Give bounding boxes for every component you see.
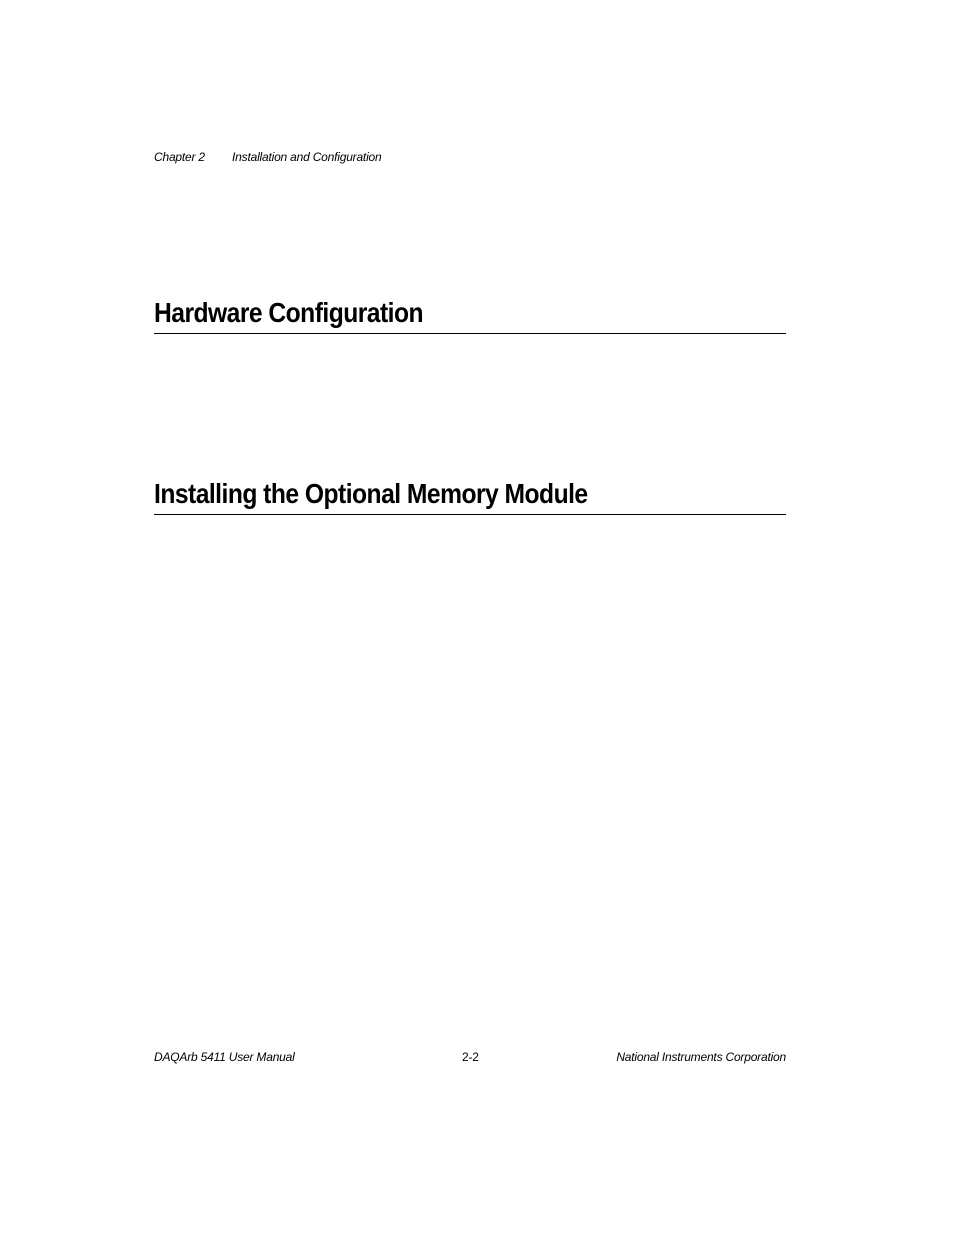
heading-rule: [154, 514, 786, 515]
running-header: [154, 150, 382, 164]
footer-company: National Instruments Corporation: [616, 1050, 786, 1064]
footer-manual-title: DAQArb 5411 User Manual: [154, 1050, 295, 1064]
section-installing-memory-module: [154, 478, 786, 515]
section-hardware-configuration: [154, 297, 786, 334]
section-heading: Installing the Optional Memory Module: [154, 478, 588, 509]
heading-rule: [154, 333, 786, 334]
chapter-label: Chapter 2: [154, 150, 205, 164]
footer-page-number: 2-2: [462, 1050, 479, 1064]
chapter-title: Installation and Configuration: [232, 150, 382, 164]
section-heading: Hardware Configuration: [154, 297, 424, 328]
